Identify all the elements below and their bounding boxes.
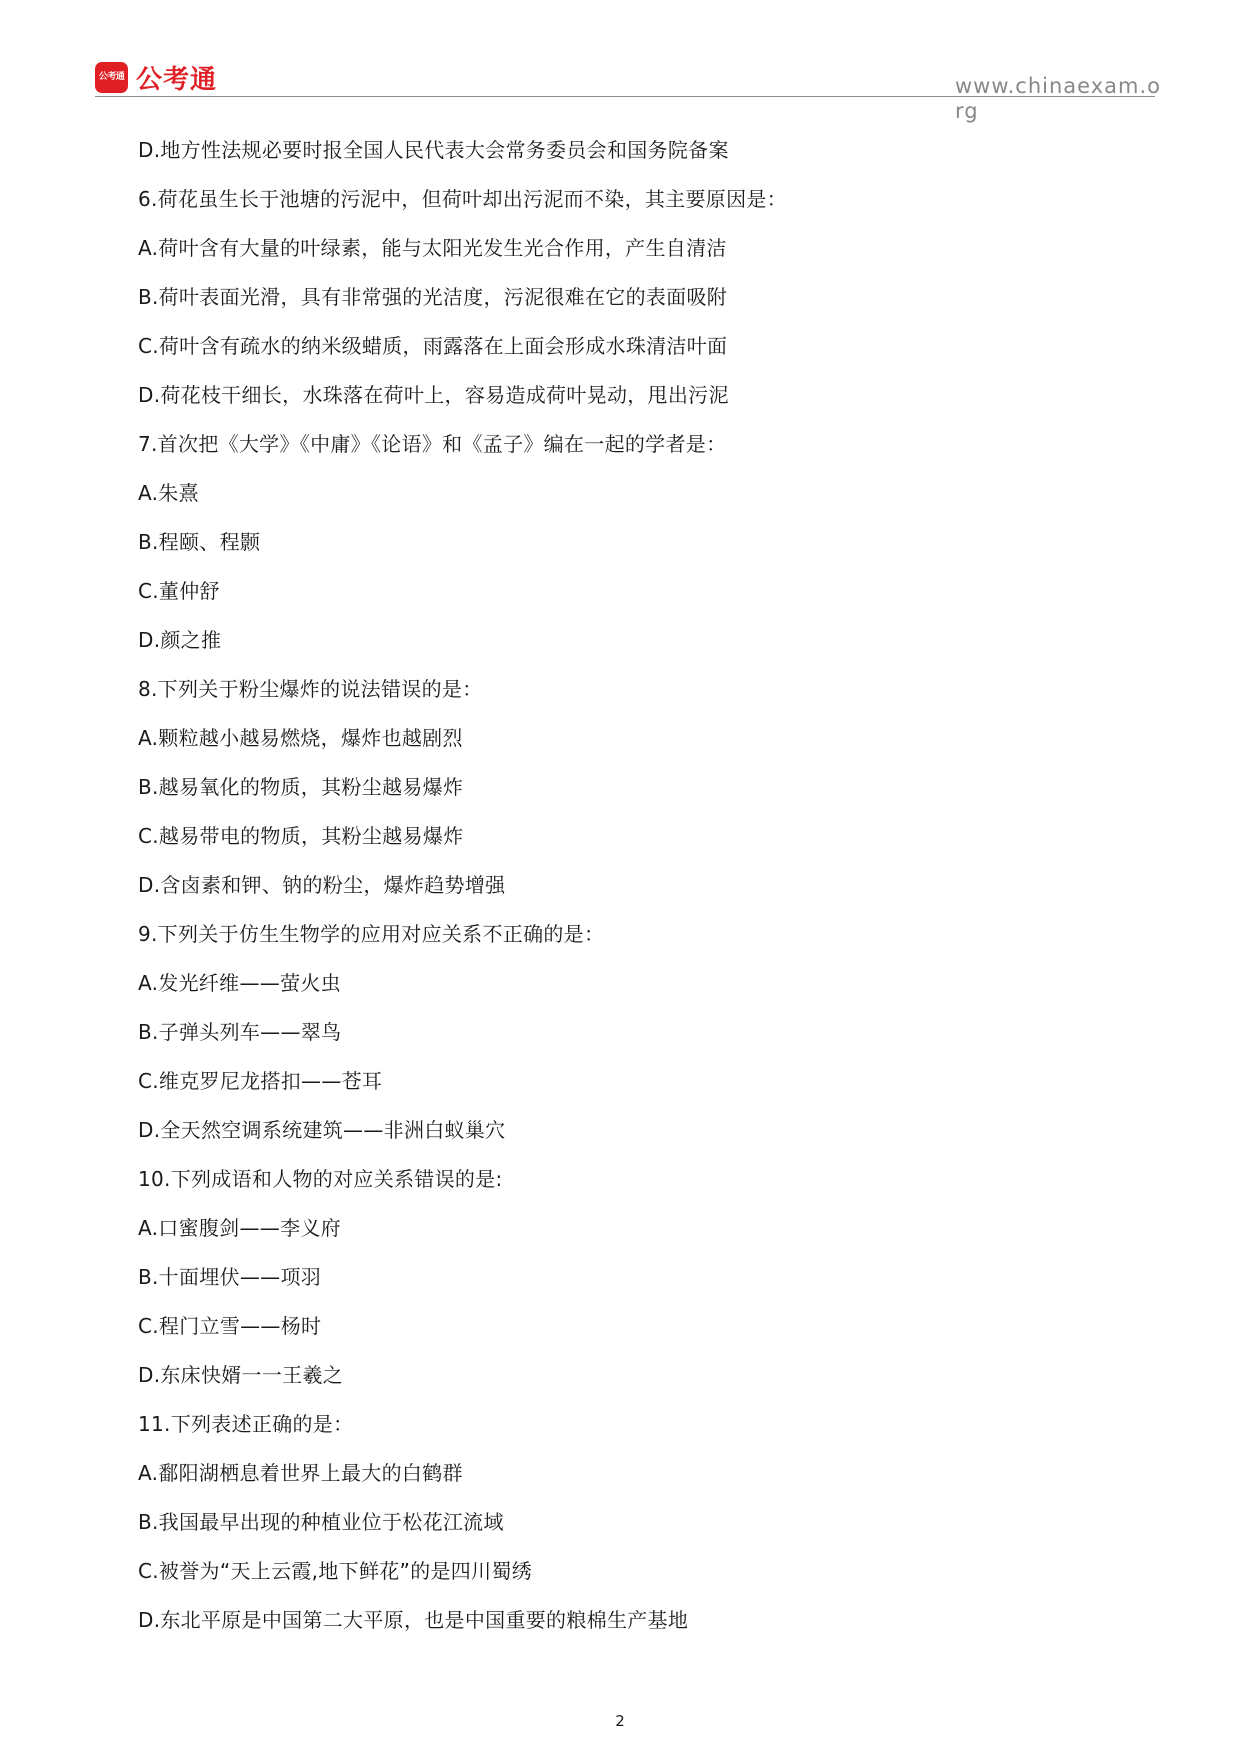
option-line: D.全天然空调系统建筑——非洲白蚁巢穴 [138,1118,506,1142]
option-line: B.十面埋伏——项羽 [138,1265,322,1289]
question-line: 8.下列关于粉尘爆炸的说法错误的是： [138,677,483,701]
option-line: C.荷叶含有疏水的纳米级蜡质，雨露落在上面会形成水珠清洁叶面 [138,334,728,358]
option-line: D.地方性法规必要时报全国人民代表大会常务委员会和国务院备案 [138,138,729,162]
option-line: C.程门立雪——杨时 [138,1314,322,1338]
question-line: 6.荷花虽生长于池塘的污泥中，但荷叶却出污泥而不染，其主要原因是： [138,187,787,211]
option-line: A.鄱阳湖栖息着世界上最大的白鹤群 [138,1461,463,1485]
option-line: B.程颐、程颢 [138,530,261,554]
option-line: D.东北平原是中国第二大平原，也是中国重要的粮棉生产基地 [138,1608,689,1632]
option-line: B.子弹头列车——翠鸟 [138,1020,342,1044]
option-line: C.被誉为“天上云霞,地下鲜花”的是四川蜀绣 [138,1559,533,1583]
option-line: C.董仲舒 [138,579,220,603]
option-line: A.荷叶含有大量的叶绿素，能与太阳光发生光合作用，产生自清洁 [138,236,727,260]
logo-badge-icon: 公考通 [95,62,128,93]
option-line: B.荷叶表面光滑，具有非常强的光洁度，污泥很难在它的表面吸附 [138,285,728,309]
question-line: 7.首次把《大学》《中庸》《论语》和《孟子》编在一起的学者是： [138,432,727,456]
question-line: 11.下列表述正确的是： [138,1412,354,1436]
question-line: 9.下列关于仿生生物学的应用对应关系不正确的是： [138,922,605,946]
option-line: A.朱熹 [138,481,199,505]
document-body [138,134,1138,1653]
page-number: 2 [615,1712,625,1730]
option-line: B.越易氧化的物质，其粉尘越易爆炸 [138,775,464,799]
question-line: 10.下列成语和人物的对应关系错误的是: [138,1167,503,1191]
option-line: A.颗粒越小越易燃烧，爆炸也越剧烈 [138,726,463,750]
option-line: A.发光纤维——萤火虫 [138,971,341,995]
option-line: D.颜之推 [138,628,222,652]
logo-wordmark: 公考通 [136,65,218,95]
option-line: D.含卤素和钾、钠的粉尘，爆炸趋势增强 [138,873,506,897]
option-line: D.东床快婿一一王羲之 [138,1363,344,1387]
option-line: D.荷花枝干细长，水珠落在荷叶上，容易造成荷叶晃动，甩出污泥 [138,383,729,407]
brand-logo[interactable] [95,59,217,96]
option-line: A.口蜜腹剑——李义府 [138,1216,341,1240]
option-line: B.我国最早出现的种植业位于松花江流域 [138,1510,504,1534]
option-line: C.维克罗尼龙搭扣——苍耳 [138,1069,383,1093]
site-url-link[interactable]: www.chinaexam.org [955,74,1161,123]
option-line: C.越易带电的物质，其粉尘越易爆炸 [138,824,464,848]
page-header [0,0,1240,123]
